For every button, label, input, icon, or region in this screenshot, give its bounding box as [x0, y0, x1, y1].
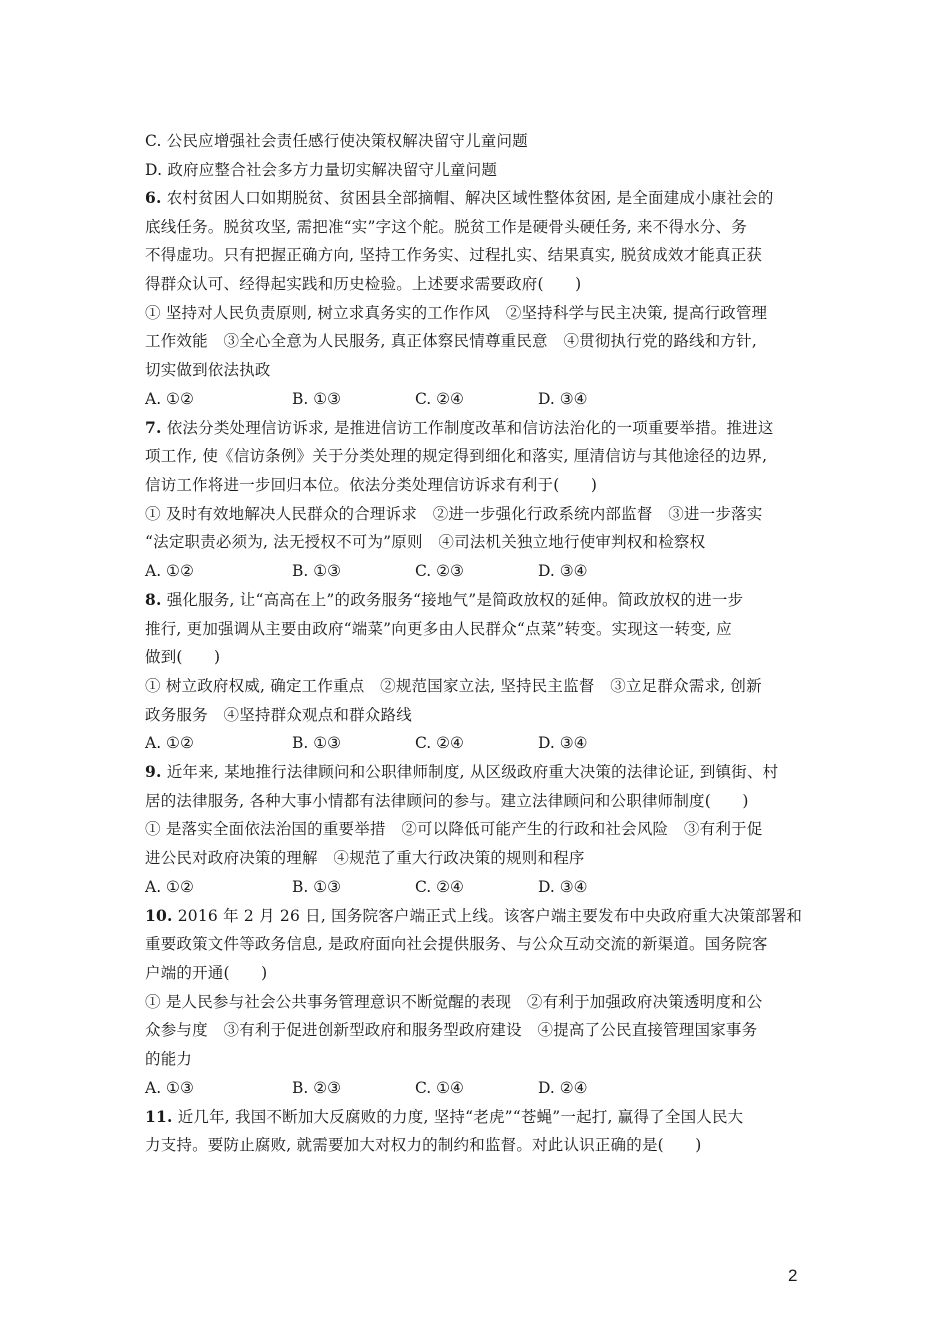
option-b: B. ①③ [292, 734, 342, 752]
question-7-statements: “法定职责必须为, 法无授权不可为”原则 ④司法机关独立地行使审判权和检察权 [145, 533, 706, 551]
option-c: C. ②③ [415, 562, 464, 580]
option-b: B. ①③ [292, 878, 342, 896]
question-6-stem: 6. 农村贫困人口如期脱贫、贫困县全部摘帽、解决区域性整体贫困, 是全面建成小康社会的 [145, 188, 774, 207]
question-9-stem: 9. 近年来, 某地推行法律顾问和公职律师制度, 从区级政府重大决策的法律论证, 到镇街、村 [145, 762, 779, 781]
question-10-stem: 重要政策文件等政务信息, 是政府面向社会提供服务、与公众互动交流的新渠道。国务院客 [145, 935, 768, 953]
option-c: C. ②④ [415, 878, 464, 896]
page-number: 2 [788, 1266, 798, 1285]
option-a: A. ①② [145, 562, 194, 580]
option-d: D. ②④ [538, 1079, 588, 1097]
option-d: D. ③④ [538, 390, 588, 408]
option-d: D. ③④ [538, 734, 588, 752]
question-6-statements: ① 坚持对人民负责原则, 树立求真务实的工作作风 ②坚持科学与民主决策, 提高行政管理 [145, 304, 768, 322]
question-7-stem: 7. 依法分类处理信访诉求, 是推进信访工作制度改革和信访法治化的一项重要举措。推进这 [145, 418, 774, 437]
option-c: C. ②④ [415, 390, 464, 408]
question-10-stem: 10. 2016 年 2 月 26 日, 国务院客户端正式上线。该客户端主要发布中央政府重大决策部署和 [145, 906, 803, 925]
question-number: 9. [145, 762, 162, 781]
question-number: 10. [145, 906, 173, 925]
option-c: C. ②④ [415, 734, 464, 752]
question-7-stem: 信访工作将进一步回归本位。依法分类处理信访诉求有利于( ) [145, 476, 598, 494]
question-6-statements: 工作效能 ③全心全意为人民服务, 真正体察民情尊重民意 ④贯彻执行党的路线和方针, [145, 332, 757, 350]
question-number: 6. [145, 188, 162, 207]
option-b: B. ①③ [292, 562, 342, 580]
question-7-statements: ① 及时有效地解决人民群众的合理诉求 ②进一步强化行政系统内部监督 ③进一步落实 [145, 505, 763, 523]
question-9-statements: ① 是落实全面依法治国的重要举措 ②可以降低可能产生的行政和社会风险 ③有利于促 [145, 820, 763, 838]
question-number: 8. [145, 590, 162, 609]
option-a: A. ①② [145, 390, 194, 408]
question-11-stem: 11. 近几年, 我国不断加大反腐败的力度, 坚持“老虎”“苍蝇”一起打, 赢得了全国人民大 [145, 1107, 744, 1126]
option-a: A. ①② [145, 878, 194, 896]
question-11-stem: 力支持。要防止腐败, 就需要加大对权力的制约和监督。对此认识正确的是( ) [145, 1136, 702, 1154]
question-10-statements: ① 是人民参与社会公共事务管理意识不断觉醒的表现 ②有利于加强政府决策透明度和公 [145, 993, 763, 1011]
question-6-statements: 切实做到依法执政 [145, 361, 271, 379]
question-8-stem: 8. 强化服务, 让“高高在上”的政务服务“接地气”是简政放权的延伸。简政放权的进一步 [145, 590, 744, 609]
option-b: B. ②③ [292, 1079, 342, 1097]
question-number: 7. [145, 418, 162, 437]
question-8-statements: 政务服务 ④坚持群众观点和群众路线 [145, 706, 412, 724]
question-9-stem: 居的法律服务, 各种大事小情都有法律顾问的参与。建立法律顾问和公职律师制度( ) [145, 792, 749, 810]
option-a: A. ①③ [145, 1079, 194, 1097]
question-9-statements: 进公民对政府决策的理解 ④规范了重大行政决策的规则和程序 [145, 849, 585, 867]
question-number: 11. [145, 1107, 173, 1126]
option-a: A. ①② [145, 734, 194, 752]
question-8-stem: 推行, 更加强调从主要由政府“端菜”向更多由人民群众“点菜”转变。实现这一转变, 应 [145, 620, 732, 638]
question-10-statements: 的能力 [145, 1050, 193, 1068]
option-d: D. ③④ [538, 878, 588, 896]
option-b: B. ①③ [292, 390, 342, 408]
question-8-stem: 做到( ) [145, 648, 221, 666]
option-d: D. ③④ [538, 562, 588, 580]
question-10-statements: 众参与度 ③有利于促进创新型政府和服务型政府建设 ④提高了公民直接管理国家事务 [145, 1021, 758, 1039]
question-6-stem: 得群众认可、经得起实践和历史检验。上述要求需要政府( ) [145, 275, 582, 293]
option-line: C. 公民应增强社会责任感行使决策权解决留守儿童问题 [145, 132, 528, 150]
question-6-stem: 底线任务。脱贫攻坚, 需把准“实”字这个舵。脱贫工作是硬骨头硬任务, 来不得水分、务 [145, 218, 747, 236]
question-8-statements: ① 树立政府权威, 确定工作重点 ②规范国家立法, 坚持民主监督 ③立足群众需求, 创新 [145, 677, 762, 695]
question-6-stem: 不得虚功。只有把握正确方向, 坚持工作务实、过程扎实、结果真实, 脱贫成效才能真正获 [145, 246, 763, 264]
question-7-stem: 项工作, 使《信访条例》关于分类处理的规定得到细化和落实, 厘清信访与其他途径的边界, [145, 447, 768, 465]
question-10-stem: 户端的开通( ) [145, 964, 268, 982]
option-line: D. 政府应整合社会多方力量切实解决留守儿童问题 [145, 161, 498, 179]
option-c: C. ①④ [415, 1079, 464, 1097]
